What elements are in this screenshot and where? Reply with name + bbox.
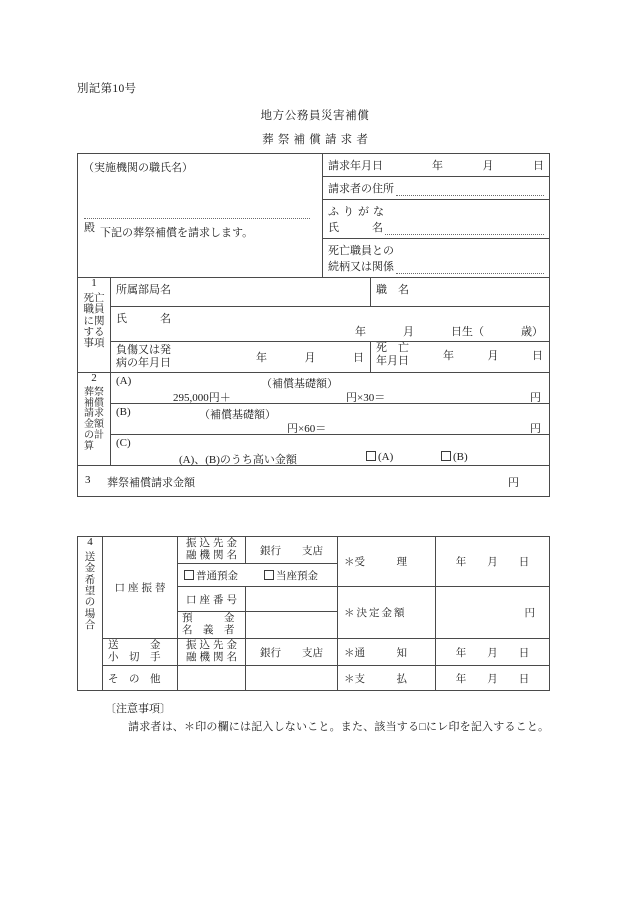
section4-number: 4 <box>87 536 93 548</box>
document-number: 別記第10号 <box>77 83 137 95</box>
pay-row-check <box>78 639 550 666</box>
death-date-fields[interactable] <box>443 347 549 363</box>
admin-payment-label-cell <box>338 666 436 691</box>
section2-c2-4: 計 <box>94 430 104 442</box>
transfer-bank-label-line1: 振込先金 <box>186 538 240 549</box>
section4-label-char-1: 金 <box>84 563 96 575</box>
admin-receipt-value: 年 月 日 <box>455 557 530 569</box>
section2-c1-5: 算 <box>84 440 94 452</box>
section1-side-label <box>78 278 111 373</box>
other-method-input-left[interactable] <box>178 666 246 691</box>
section2-c1-0: 葬 <box>84 386 94 398</box>
transfer-bank-label-cell <box>178 537 246 564</box>
other-method-input-right[interactable] <box>246 666 338 691</box>
section4-label-char-2: 希 <box>84 574 96 586</box>
position-label: 職 名 <box>376 284 409 296</box>
account-holder-label-line2-wrap <box>182 625 241 637</box>
section2-label-col2 <box>94 388 104 453</box>
admin-decided-label: ＊決定金額 <box>344 608 407 620</box>
agency-cell <box>78 154 323 278</box>
section2-c2-1: 償 <box>94 397 104 409</box>
section1-label-char-1: 職員 <box>83 304 105 316</box>
account-number-input[interactable] <box>246 587 338 612</box>
section3-number: 3 <box>85 474 91 486</box>
transfer-bank-label-line2: 融機関名 <box>186 550 240 562</box>
request-date-day: 日 <box>533 160 544 172</box>
applicant-name-cell <box>323 200 550 239</box>
current-deposit-checkbox[interactable] <box>264 570 274 580</box>
birth-day: 日生（ <box>451 326 484 338</box>
account-holder-label-cell <box>178 612 246 639</box>
ordinary-deposit-label: 普通預金 <box>196 570 238 582</box>
formula-a-multiplier: 円×30＝ <box>346 392 386 404</box>
form-title-primary: 地方公務員災害補償 <box>260 110 370 122</box>
admin-payment-label: ＊支 払 <box>344 673 407 685</box>
account-holder-input[interactable] <box>246 612 338 639</box>
applicant-name-label: 氏 名 <box>328 222 383 234</box>
section1-name-row <box>78 307 550 342</box>
section1-label-char-4: 事項 <box>83 338 105 350</box>
injury-date-fields[interactable] <box>256 349 370 365</box>
formula-c-cell[interactable] <box>111 435 550 466</box>
section4-label-char-3: 望 <box>84 585 96 597</box>
section2-number: 2 <box>91 372 97 384</box>
injury-label-line1: 負傷又は発 <box>116 344 171 357</box>
section4-side-label <box>78 537 103 691</box>
section2-c2-2: 求 <box>94 408 104 420</box>
admin-notice-value-cell[interactable] <box>436 639 550 666</box>
option-b-checkbox[interactable] <box>441 451 451 461</box>
option-a-checkbox[interactable] <box>366 451 376 461</box>
birth-year: 年 <box>355 326 366 338</box>
injury-date-cell[interactable] <box>111 342 371 373</box>
admin-decided-value: 円 <box>524 608 535 620</box>
department-label: 所属部局名 <box>116 284 171 296</box>
request-date-year: 年 <box>432 160 443 172</box>
section3-label: 葬祭補償請求金額 <box>107 477 195 489</box>
option-b-checkbox-group[interactable] <box>441 451 468 463</box>
account-holder-label-line2: 名 義 者 <box>182 625 235 637</box>
option-a-checkbox-group[interactable] <box>366 451 393 463</box>
section2-c1-4: の <box>84 430 94 442</box>
honorific-label: 殿 <box>84 222 95 234</box>
section2-side-label <box>78 373 111 466</box>
section1-department-row <box>78 278 550 307</box>
admin-payment-value-cell[interactable] <box>436 666 550 691</box>
option-a-label: (A) <box>378 451 394 463</box>
section3-row <box>78 466 550 497</box>
admin-notice-value: 年 月 日 <box>455 647 530 659</box>
formula-a-tag: (A) <box>116 375 132 387</box>
section1-label-char-2: に関 <box>83 315 105 327</box>
relation-input[interactable] <box>396 261 544 274</box>
pay-row-other <box>78 666 550 691</box>
formula-b-unit: 円 <box>530 423 541 435</box>
section4-label-char-4: の <box>84 597 96 609</box>
section4-label-char-0: 送 <box>84 551 96 563</box>
death-date-cell[interactable] <box>371 342 550 373</box>
birth-month: 月 <box>403 326 414 338</box>
section1-injury-row <box>78 342 550 373</box>
main-form-table <box>77 153 550 497</box>
section1-label-char-3: する <box>83 326 105 338</box>
account-holder-label-line1-wrap <box>182 613 241 625</box>
check-method-label-cell <box>103 639 178 666</box>
section2-c2-3: 額 <box>94 419 104 431</box>
notes-body: 請求者は、＊印の欄には記入しないこと。また、該当する□にレ印を記入すること。 <box>128 721 550 733</box>
section4-label-char-6: 合 <box>84 619 96 631</box>
deposit-type-cell[interactable] <box>178 564 338 587</box>
relation-cell <box>323 239 550 278</box>
relation-label-top: 死亡職員との <box>328 245 394 257</box>
formula-a-cell[interactable] <box>111 373 550 404</box>
current-deposit-option[interactable] <box>264 568 318 583</box>
check-bank-label-line1: 振込先金 <box>186 640 240 652</box>
injury-month: 月 <box>304 352 316 364</box>
formula-c-tag: (C) <box>116 437 131 449</box>
relation-label-bottom: 続柄又は関係 <box>328 261 394 273</box>
check-method-line1: 送 金 <box>108 640 161 652</box>
injury-label-line2: 病の年月日 <box>116 357 171 369</box>
section2-rowC <box>78 435 550 466</box>
birth-age: 歳） <box>521 326 543 338</box>
notes-title: 〔注意事項〕 <box>105 703 171 715</box>
applicant-header-row <box>78 154 550 177</box>
current-deposit-label: 当座預金 <box>276 570 318 582</box>
payment-method-table <box>77 536 550 691</box>
request-date-fields[interactable] <box>432 157 544 173</box>
death-day: 日 <box>532 349 543 362</box>
section2-c1-3: 金 <box>84 419 94 431</box>
formula-c-text: (A)、(B)のうち高い金額 <box>179 454 297 466</box>
transfer-bank-placeholder: 銀行 支店 <box>260 545 323 557</box>
total-amount-cell[interactable] <box>78 466 550 497</box>
deceased-name-label: 氏 名 <box>116 313 171 325</box>
account-holder-label-line1: 預 金 <box>182 613 235 625</box>
option-b-label: (B) <box>453 451 468 463</box>
applicant-address-input[interactable] <box>396 183 544 196</box>
injury-year: 年 <box>256 352 267 364</box>
other-method-label: そ の 他 <box>103 666 178 691</box>
admin-receipt-value-cell[interactable] <box>436 537 550 587</box>
formula-a-fixed: 295,000円＋ <box>173 392 231 404</box>
formula-a-base-label: （補償基礎額） <box>261 378 338 390</box>
check-bank-input[interactable] <box>246 639 338 666</box>
section2-c2-0: 祭 <box>94 386 104 398</box>
section2-rowB <box>78 404 550 435</box>
death-month: 月 <box>487 349 499 362</box>
pay-row-bank-name <box>78 537 550 564</box>
admin-payment-value: 年 月 日 <box>455 673 530 685</box>
form-title-secondary: 葬祭補償請求者 <box>262 134 373 146</box>
admin-decided-value-cell[interactable] <box>436 587 550 639</box>
formula-b-multiplier: 円×60＝ <box>287 423 327 435</box>
death-label-line1: 死 亡 <box>376 342 409 354</box>
section2-rowA <box>78 373 550 404</box>
transfer-bank-input[interactable] <box>246 537 338 564</box>
admin-receipt-label: ＊受 理 <box>344 557 407 569</box>
applicant-address-cell <box>323 177 550 200</box>
request-date-month: 月 <box>482 160 494 172</box>
death-label-line2: 年月日 <box>376 354 409 367</box>
deceased-name-cell[interactable] <box>111 307 550 342</box>
applicant-address-label: 請求者の住所 <box>328 183 394 195</box>
department-cell[interactable] <box>111 278 371 307</box>
section2-c1-1: 補 <box>84 397 94 409</box>
check-bank-label-line2: 融機関名 <box>186 652 240 664</box>
admin-decided-label-cell <box>338 587 436 639</box>
section4-label-char-5: 場 <box>84 608 96 620</box>
injury-day: 日 <box>353 352 364 364</box>
ordinary-deposit-option[interactable] <box>184 568 238 583</box>
account-number-label: 口座番号 <box>178 587 246 612</box>
check-bank-label-cell <box>178 639 246 666</box>
admin-notice-label: ＊通 知 <box>344 647 407 659</box>
formula-b-cell[interactable] <box>111 404 550 435</box>
formula-b-tag: (B) <box>116 406 131 418</box>
section2-label-col1 <box>84 388 94 453</box>
check-bank-placeholder: 銀行 支店 <box>260 647 323 659</box>
death-year: 年 <box>443 349 454 362</box>
check-method-line2: 小 切 手 <box>108 652 161 664</box>
request-date-label: 請求年月日 <box>328 160 383 172</box>
agency-dotted-line[interactable] <box>84 207 310 219</box>
formula-b-base-label: （補償基礎額） <box>199 409 276 421</box>
request-date-cell <box>323 154 550 177</box>
transfer-method-label: 口座振替 <box>103 537 178 639</box>
birth-date-fields[interactable] <box>355 323 543 339</box>
formula-a-unit: 円 <box>530 392 541 404</box>
ordinary-deposit-checkbox[interactable] <box>184 570 194 580</box>
agency-label: （実施機関の職氏名） <box>83 162 193 174</box>
section2-c1-2: 請 <box>84 408 94 420</box>
admin-receipt-label-cell <box>338 537 436 587</box>
section3-unit: 円 <box>508 477 519 489</box>
section1-number: 1 <box>91 277 97 289</box>
admin-notice-label-cell <box>338 639 436 666</box>
furigana-label: ふりがな <box>328 206 388 218</box>
request-sentence: 下記の葬祭補償を請求します。 <box>100 227 254 239</box>
applicant-name-input[interactable] <box>385 222 544 235</box>
section1-label-char-0: 死亡 <box>83 292 105 304</box>
position-cell[interactable] <box>371 278 550 307</box>
